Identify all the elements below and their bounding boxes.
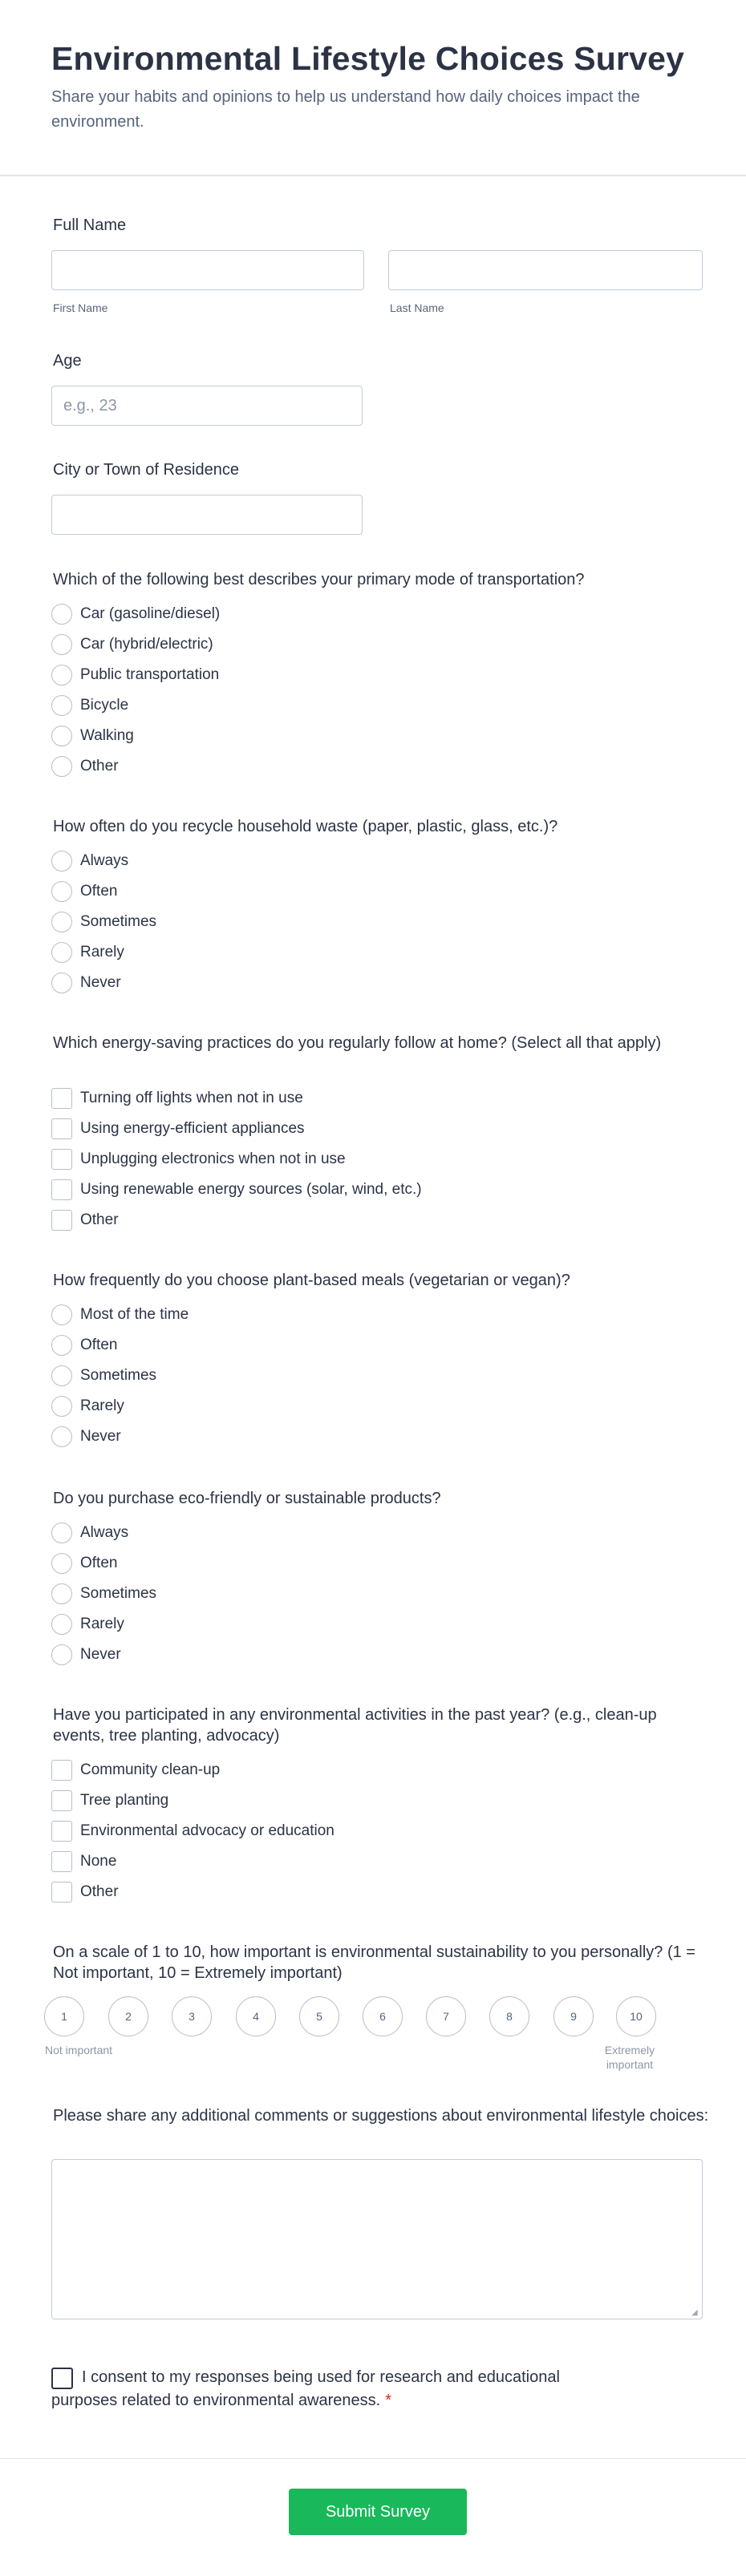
eco-products-option[interactable] <box>51 1522 128 1544</box>
option-label: Rarely <box>80 1616 124 1632</box>
option-label: Other <box>80 1883 119 1900</box>
option-label: Bicycle <box>80 697 129 714</box>
scale-max-label: Extremely important <box>604 2044 655 2071</box>
footer-divider <box>0 2458 746 2459</box>
option-label: Turning off lights when not in use <box>80 1090 303 1106</box>
option-label: Community clean-up <box>80 1761 221 1778</box>
radio-button[interactable] <box>51 1644 72 1665</box>
scale-option-7[interactable]: 7 <box>426 1996 466 2036</box>
radio-button[interactable] <box>51 942 72 963</box>
checkbox[interactable] <box>51 1088 72 1109</box>
option-label: Public transportation <box>80 666 220 683</box>
activities-option[interactable] <box>51 1820 334 1842</box>
option-label: Often <box>80 1555 118 1571</box>
option-label: Other <box>80 758 119 774</box>
radio-button[interactable] <box>51 1335 72 1356</box>
recycle-question: How often do you recycle household waste (paper, plastic, glass, etc.)? <box>53 818 558 835</box>
energy-question: Which energy-saving practices do you regularly follow at home? (Select all that apply) <box>53 1034 662 1052</box>
option-label: Always <box>80 1524 129 1541</box>
option-label: Unplugging electronics when not in use <box>80 1151 346 1167</box>
consent-text: I consent to my responses being used for research and educational purposes related to environmental awareness. <box>51 2368 560 2409</box>
scale-option-3[interactable]: 3 <box>172 1996 212 2036</box>
option-label: Rarely <box>80 944 124 960</box>
transport-option[interactable] <box>51 603 220 625</box>
checkbox[interactable] <box>51 1821 72 1842</box>
city-input[interactable] <box>51 495 363 535</box>
radio-button[interactable] <box>51 851 72 871</box>
recycle-option[interactable] <box>51 850 128 872</box>
scale-option-5[interactable]: 5 <box>299 1996 339 2036</box>
radio-button[interactable] <box>51 604 72 625</box>
transport-question: Which of the following best describes your primary mode of transportation? <box>53 571 585 588</box>
option-label: Rarely <box>80 1397 124 1414</box>
checkbox[interactable] <box>51 1882 72 1903</box>
option-label: Other <box>80 1211 119 1228</box>
plant-based-option[interactable] <box>51 1365 156 1387</box>
transport-option[interactable] <box>51 755 119 778</box>
energy-option[interactable] <box>51 1118 305 1140</box>
radio-button[interactable] <box>51 1523 72 1543</box>
comments-question: Please share any additional comments or suggestions about environmental lifestyle choices: <box>53 2107 709 2125</box>
transport-option[interactable] <box>51 633 213 656</box>
option-label: Sometimes <box>80 1367 157 1384</box>
option-label: Car (hybrid/electric) <box>80 636 213 653</box>
option-label: Using energy-efficient appliances <box>80 1120 305 1137</box>
consent-label <box>51 2366 613 2412</box>
radio-button[interactable] <box>51 1304 72 1325</box>
option-label: Always <box>80 852 129 869</box>
radio-button[interactable] <box>51 1396 72 1417</box>
checkbox[interactable] <box>51 1790 72 1811</box>
option-label: Using renewable energy sources (solar, wind, etc.) <box>80 1181 422 1198</box>
option-label: Sometimes <box>80 1585 157 1602</box>
scale-option-4[interactable]: 4 <box>236 1996 276 2036</box>
activities-question: Have you participated in any environmental activities in the past year? (e.g., clean-up events, tree planting, advocacy) <box>53 1706 657 1745</box>
scale-option-6[interactable]: 6 <box>363 1996 403 2036</box>
recycle-option[interactable] <box>51 880 117 903</box>
option-label: Tree planting <box>80 1792 169 1809</box>
recycle-option[interactable] <box>51 972 121 994</box>
plant-based-option[interactable] <box>51 1334 117 1357</box>
transport-option[interactable] <box>51 725 134 747</box>
checkbox[interactable] <box>51 1149 72 1170</box>
radio-button[interactable] <box>51 973 72 993</box>
radio-button[interactable] <box>51 881 72 902</box>
eco-products-option[interactable] <box>51 1644 121 1666</box>
option-label: Car (gasoline/diesel) <box>80 605 221 622</box>
checkbox[interactable] <box>51 1210 72 1231</box>
option-label: Environmental advocacy or education <box>80 1822 334 1839</box>
submit-button[interactable]: Submit Survey <box>289 2489 467 2535</box>
form-title: Environmental Lifestyle Choices Survey <box>51 40 685 77</box>
option-label: Walking <box>80 727 134 744</box>
first-name-sublabel: First Name <box>53 301 108 314</box>
option-label: Often <box>80 883 118 900</box>
radio-button[interactable] <box>51 1583 72 1604</box>
radio-button[interactable] <box>51 1426 72 1447</box>
energy-option[interactable] <box>51 1087 303 1110</box>
activities-option[interactable] <box>51 1759 220 1781</box>
checkbox[interactable] <box>51 1851 72 1872</box>
scale-min-label: Not important <box>45 2044 113 2056</box>
first-name-input[interactable] <box>51 250 364 290</box>
scale-option-10[interactable]: 10 <box>616 1996 656 2036</box>
option-label: Often <box>80 1337 118 1353</box>
age-label: Age <box>53 352 82 370</box>
city-label: City or Town of Residence <box>53 461 239 479</box>
radio-button[interactable] <box>51 1553 72 1574</box>
eco-products-option[interactable] <box>51 1583 156 1605</box>
checkbox[interactable] <box>51 1179 72 1200</box>
full-name-label: Full Name <box>53 216 127 234</box>
radio-button[interactable] <box>51 1365 72 1386</box>
energy-option[interactable] <box>51 1179 422 1201</box>
radio-button[interactable] <box>51 912 72 932</box>
plant-based-question: How frequently do you choose plant-based meals (vegetarian or vegan)? <box>53 1272 570 1289</box>
option-label: Never <box>80 974 121 991</box>
option-label: Most of the time <box>80 1306 189 1323</box>
option-label: Never <box>80 1428 121 1445</box>
energy-option[interactable] <box>51 1209 119 1231</box>
checkbox[interactable] <box>51 1118 72 1139</box>
activities-option[interactable] <box>51 1850 116 1873</box>
option-label: Sometimes <box>80 913 157 930</box>
scale-option-9[interactable]: 9 <box>553 1996 594 2036</box>
eco-products-option[interactable] <box>51 1552 117 1575</box>
radio-button[interactable] <box>51 726 72 746</box>
form-subtitle: Share your habits and opinions to help us understand how daily choices impact the environment. <box>51 88 640 131</box>
radio-button[interactable] <box>51 695 72 716</box>
scale-option-1[interactable]: 1 <box>44 1996 84 2036</box>
transport-option[interactable] <box>51 694 128 717</box>
scale-option-8[interactable]: 8 <box>489 1996 529 2036</box>
radio-button[interactable] <box>51 665 72 685</box>
radio-button[interactable] <box>51 756 72 777</box>
resize-handle-icon[interactable]: ◢ <box>691 2308 698 2317</box>
option-label: Never <box>80 1646 121 1663</box>
last-name-input[interactable] <box>388 250 703 290</box>
recycle-option[interactable] <box>51 941 124 964</box>
importance-question: On a scale of 1 to 10, how important is environmental sustainability to you personally? (1 = Not important, 10 = Extremely important) <box>53 1943 695 1982</box>
form-header <box>0 0 746 176</box>
energy-option[interactable] <box>51 1148 346 1171</box>
plant-based-option[interactable] <box>51 1395 124 1417</box>
eco-products-question: Do you purchase eco-friendly or sustainable products? <box>53 1490 441 1507</box>
required-mark: * <box>385 2392 392 2409</box>
plant-based-option[interactable] <box>51 1425 121 1448</box>
plant-based-option[interactable] <box>51 1304 189 1326</box>
radio-button[interactable] <box>51 1614 72 1635</box>
checkbox[interactable] <box>51 1760 72 1781</box>
activities-option[interactable] <box>51 1881 119 1903</box>
transport-option[interactable] <box>51 664 219 686</box>
activities-option[interactable] <box>51 1789 168 1812</box>
recycle-option[interactable] <box>51 911 156 933</box>
age-input[interactable] <box>51 386 363 426</box>
last-name-sublabel: Last Name <box>390 301 444 314</box>
radio-button[interactable] <box>51 634 72 655</box>
option-label: None <box>80 1853 117 1870</box>
comments-textarea[interactable] <box>51 2159 703 2319</box>
eco-products-option[interactable] <box>51 1613 124 1636</box>
scale-option-2[interactable]: 2 <box>108 1996 148 2036</box>
